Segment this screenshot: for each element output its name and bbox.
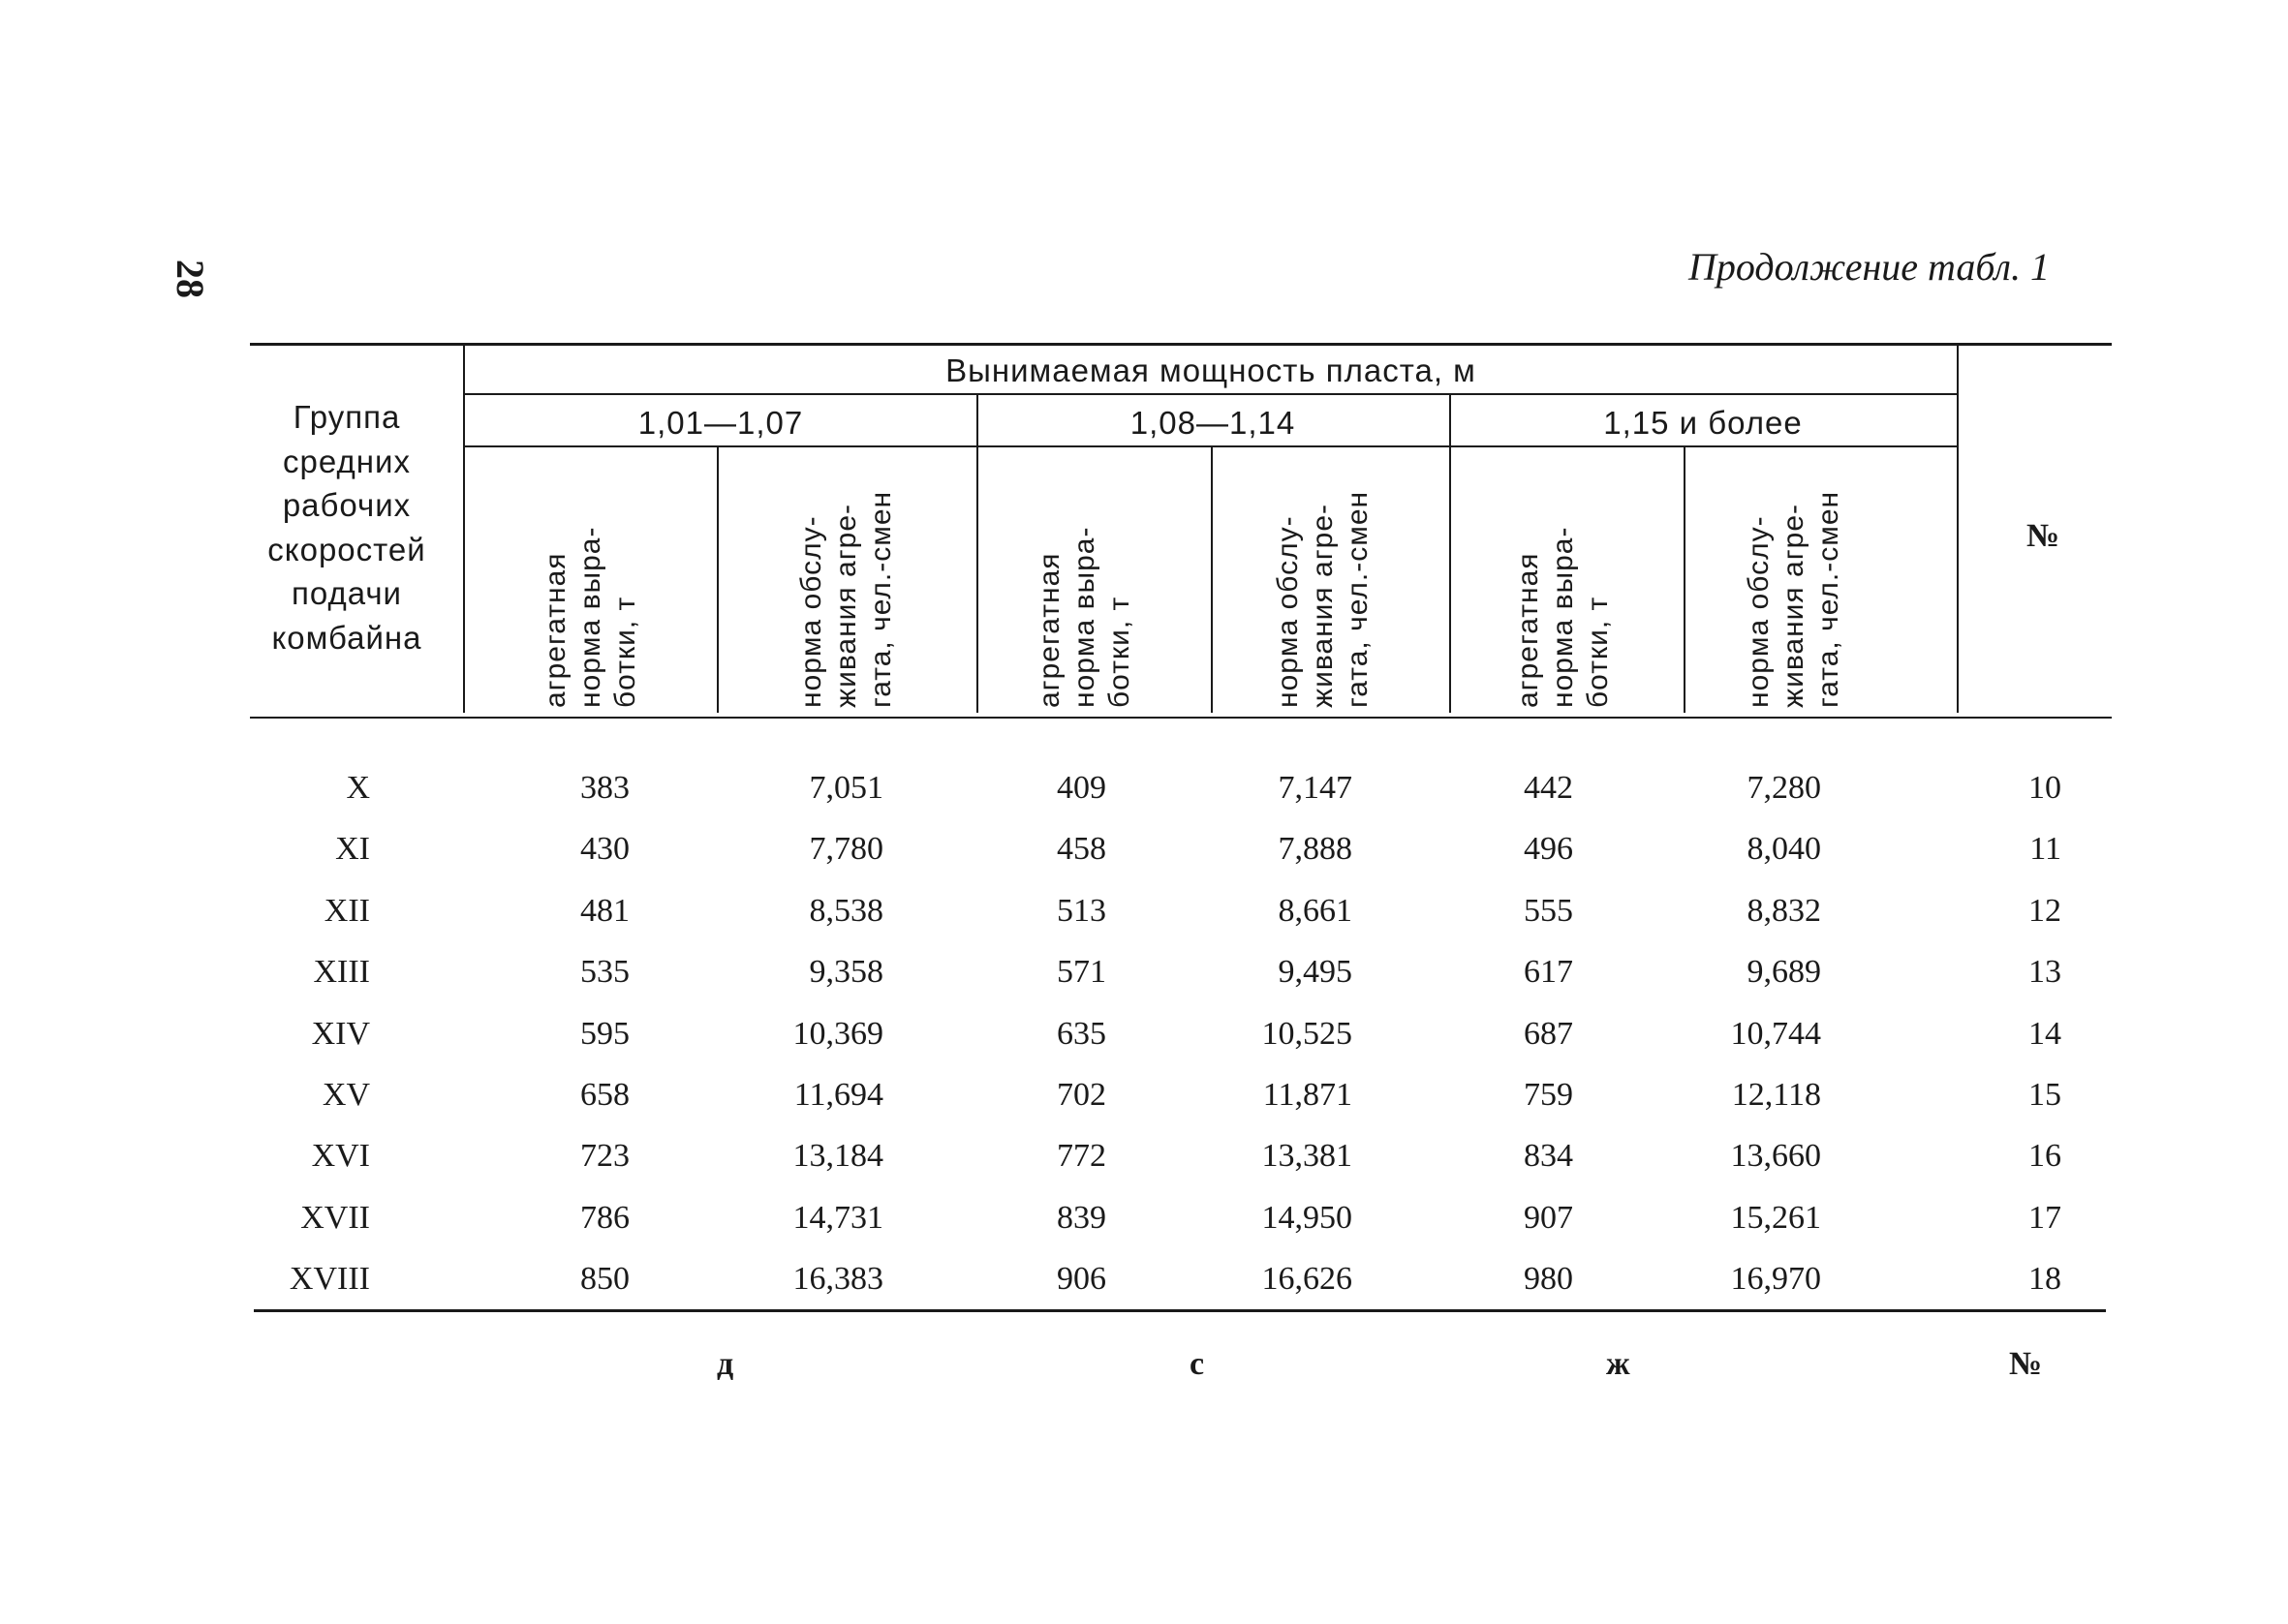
sub-header: норма обслу- живания агре- гата, чел.-смен [795, 490, 897, 708]
value-cell: 16,383 [792, 1261, 883, 1298]
row-header-line: подачи [291, 575, 402, 611]
value-cell: 571 [1057, 954, 1106, 991]
number-cell: 13 [2028, 954, 2061, 991]
value-cell: 9,689 [1747, 954, 1821, 991]
sub-header: агрегатная норма выра- ботки, т [1512, 526, 1614, 708]
value-cell: 839 [1057, 1199, 1106, 1236]
footer-letter: д [717, 1346, 734, 1382]
value-cell: 8,661 [1278, 892, 1352, 929]
value-cell: 834 [1524, 1138, 1573, 1175]
number-cell: 12 [2028, 892, 2061, 929]
group-header: 1,01—1,07 [637, 405, 804, 441]
value-cell: 7,280 [1747, 770, 1821, 806]
group-cell: X [346, 770, 370, 806]
row-header [250, 395, 444, 659]
value-cell: 481 [580, 892, 630, 929]
group-header: 1,08—1,14 [1129, 405, 1296, 441]
group-cell: XVII [300, 1199, 370, 1236]
group-cell: XVIII [289, 1261, 370, 1298]
value-cell: 10,369 [792, 1015, 883, 1052]
value-cell: 906 [1057, 1261, 1106, 1298]
value-cell: 14,950 [1261, 1199, 1352, 1236]
header-divider [1684, 447, 1685, 713]
value-cell: 13,184 [792, 1138, 883, 1175]
value-cell: 15,261 [1730, 1199, 1821, 1236]
number-cell: 16 [2028, 1138, 2061, 1175]
header-divider [1957, 343, 1959, 713]
value-cell: 7,888 [1278, 831, 1352, 868]
value-cell: 617 [1524, 954, 1573, 991]
value-cell: 9,358 [809, 954, 883, 991]
value-cell: 535 [580, 954, 630, 991]
header-bottom-rule [250, 717, 2112, 719]
page-number: 28 [169, 260, 212, 298]
number-cell: 18 [2028, 1261, 2061, 1298]
value-cell: 772 [1057, 1138, 1106, 1175]
table-caption: Продолжение табл. 1 [1687, 245, 2050, 289]
number-cell: 14 [2028, 1015, 2061, 1052]
group-cell: XI [335, 831, 370, 868]
value-cell: 13,381 [1261, 1138, 1352, 1175]
value-cell: 702 [1057, 1077, 1106, 1113]
value-cell: 12,118 [1731, 1077, 1821, 1113]
footer-letter: с [1190, 1346, 1205, 1382]
value-cell: 430 [580, 831, 630, 868]
value-cell: 10,744 [1730, 1015, 1821, 1052]
value-cell: 7,051 [809, 770, 883, 806]
header-rule-1 [465, 393, 1957, 395]
header-divider [717, 447, 719, 713]
table-top-rule [250, 343, 2112, 346]
value-cell: 8,538 [809, 892, 883, 929]
number-cell: 11 [2029, 831, 2061, 868]
group-cell: XVI [311, 1138, 370, 1175]
value-cell: 7,147 [1278, 770, 1352, 806]
value-cell: 513 [1057, 892, 1106, 929]
value-cell: 13,660 [1730, 1138, 1821, 1175]
value-cell: 16,970 [1730, 1261, 1821, 1298]
value-cell: 11,694 [793, 1077, 883, 1113]
value-cell: 11,871 [1262, 1077, 1352, 1113]
value-cell: 409 [1057, 770, 1106, 806]
value-cell: 635 [1057, 1015, 1106, 1052]
sub-header: агрегатная норма выра- ботки, т [1034, 526, 1135, 708]
group-cell: XII [324, 892, 370, 929]
value-cell: 850 [580, 1261, 630, 1298]
number-cell: 15 [2028, 1077, 2061, 1113]
value-cell: 9,495 [1278, 954, 1352, 991]
header-divider [463, 343, 465, 713]
row-header-line: рабочих [282, 487, 412, 523]
number-header: № [2026, 518, 2060, 554]
value-cell: 16,626 [1261, 1261, 1352, 1298]
value-cell: 10,525 [1261, 1015, 1352, 1052]
sub-header: норма обслу- живания агре- гата, чел.-смен [1272, 490, 1374, 708]
row-header-line: Группа [293, 399, 401, 435]
value-cell: 442 [1524, 770, 1573, 806]
footer-letter: № [2009, 1346, 2043, 1382]
value-cell: 555 [1524, 892, 1573, 929]
value-cell: 723 [580, 1138, 630, 1175]
group-header: 1,15 и более [1603, 405, 1803, 441]
sub-header: норма обслу- живания агре- гата, чел.-смен [1743, 490, 1844, 708]
number-cell: 10 [2028, 770, 2061, 806]
value-cell: 759 [1524, 1077, 1573, 1113]
value-cell: 658 [580, 1077, 630, 1113]
top-header: Вынимаемая мощность пласта, м [945, 352, 1476, 388]
group-cell: XV [322, 1077, 370, 1113]
group-cell: XIV [311, 1015, 370, 1052]
value-cell: 980 [1524, 1261, 1573, 1298]
value-cell: 14,731 [792, 1199, 883, 1236]
row-header-line: комбайна [271, 619, 422, 656]
footer-letter: ж [1606, 1346, 1630, 1382]
header-divider [1211, 447, 1213, 713]
value-cell: 595 [580, 1015, 630, 1052]
value-cell: 383 [580, 770, 630, 806]
value-cell: 458 [1057, 831, 1106, 868]
value-cell: 8,040 [1747, 831, 1821, 868]
value-cell: 8,832 [1747, 892, 1821, 929]
value-cell: 786 [580, 1199, 630, 1236]
value-cell: 687 [1524, 1015, 1573, 1052]
value-cell: 7,780 [809, 831, 883, 868]
sub-header: агрегатная норма выра- ботки, т [540, 526, 641, 708]
number-cell: 17 [2028, 1199, 2061, 1236]
row-header-line: средних [283, 443, 411, 479]
table-bottom-rule [254, 1309, 2106, 1312]
group-cell: XIII [313, 954, 370, 991]
value-cell: 496 [1524, 831, 1573, 868]
row-header-line: скоростей [267, 531, 426, 567]
value-cell: 907 [1524, 1199, 1573, 1236]
